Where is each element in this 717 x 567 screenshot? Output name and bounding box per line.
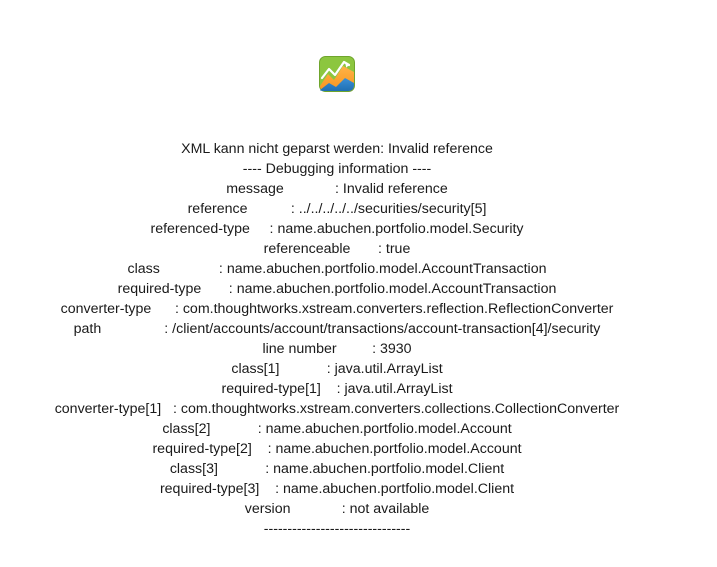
debug-line: required-type : name.abuchen.portfolio.model.AccountTransaction [117,281,557,297]
debug-line: required-type[3] : name.abuchen.portfolio.model.Client [159,481,515,497]
debug-line: class[2] : name.abuchen.portfolio.model.Account [162,421,512,437]
debug-line: reference : ../../../../../securities/security[5] [187,201,487,217]
debug-line: referenced-type : name.abuchen.portfolio.model.Security [150,221,524,237]
debug-line: path : /client/accounts/account/transactions/account-transaction[4]/security [73,321,601,337]
debug-line: class[1] : java.util.ArrayList [231,361,443,377]
debug-line: class[3] : name.abuchen.portfolio.model.Client [169,461,505,477]
debug-line: referenceable : true [263,241,411,257]
debug-line: message : Invalid reference [226,181,448,197]
debug-line: required-type[1] : java.util.ArrayList [221,381,453,397]
debug-separator: ---- Debugging information ---- [242,161,432,177]
debug-line: version : not available [244,501,430,517]
debug-line: required-type[2] : name.abuchen.portfolio.model.Account [152,441,522,457]
debug-end-separator: ------------------------------- [263,521,411,537]
debug-line: converter-type[1] : com.thoughtworks.xstream.converters.collections.CollectionConverter [54,401,620,417]
debug-line: line number : 3930 [262,341,412,357]
debug-line: class : name.abuchen.portfolio.model.AccountTransaction [127,261,547,277]
error-message [0,139,674,539]
error-headline: XML kann nicht geparst werden: Invalid reference [181,141,493,157]
debug-line: converter-type : com.thoughtworks.xstream.converters.reflection.ReflectionConverter [60,301,614,317]
portfolio-performance-icon [319,56,355,92]
